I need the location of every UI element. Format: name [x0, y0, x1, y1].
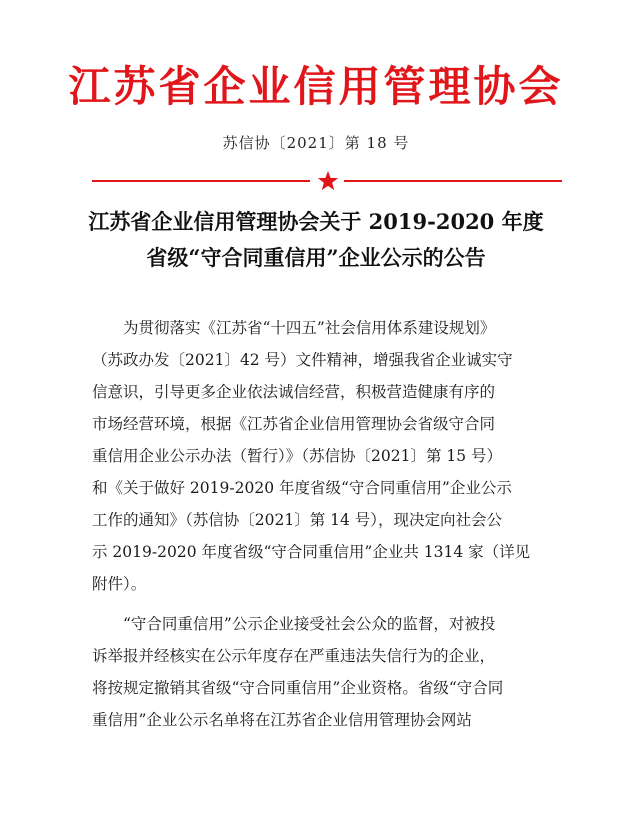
paragraph-line: （苏政办发〔2021〕42 号）文件精神，增强我省企业诚实守: [92, 351, 513, 369]
paragraph-2: [92, 608, 542, 736]
paragraph-line: 重信用”企业公示名单将在江苏省企业信用管理协会网站: [92, 711, 472, 729]
org-title: 江苏省企业信用管理协会: [68, 62, 564, 111]
paragraph-spacer: [92, 600, 542, 608]
paragraph-line: 信意识，引导更多企业依法诚信经营，积极营造健康有序的: [92, 383, 496, 401]
divider-line-right: [344, 180, 562, 182]
paragraph-line: 市场经营环境，根据《江苏省企业信用管理协会省级守合同: [92, 415, 496, 433]
notice-title: [0, 204, 632, 276]
divider-line-left: [92, 180, 310, 182]
paragraph-line: 诉举报并经核实在公示年度存在严重违法失信行为的企业，: [92, 647, 496, 665]
paragraph-line: 示 2019-2020 年度省级“守合同重信用”企业共 1314 家（详见: [92, 543, 531, 561]
paragraph-line: 和《关于做好 2019-2020 年度省级“守合同重信用”企业公示: [92, 479, 512, 497]
document-number: 苏信协〔2021〕第 18 号: [222, 134, 410, 152]
paragraph-line: 为贯彻落实《江苏省“十四五”社会信用体系建设规划》: [123, 319, 496, 337]
header-divider: [92, 170, 562, 192]
paragraph-line: 将按规定撤销其省级“守合同重信用”企业资格。省级“守合同: [92, 679, 504, 697]
paragraph-line: 附件）。: [92, 575, 147, 593]
paragraph-line: 重信用企业公示办法（暂行）》（苏信协〔2021〕第 15 号）: [92, 447, 503, 465]
paragraph-line: 工作的通知》（苏信协〔2021〕第 14 号），现决定向社会公: [92, 511, 503, 529]
star-icon: [317, 170, 339, 192]
notice-title-line-2: 省级“守合同重信用”企业公示的公告: [146, 245, 486, 270]
paragraph-line: “守合同重信用”公示企业接受社会公众的监督，对被投: [123, 615, 496, 633]
notice-title-line-1: 江苏省企业信用管理协会关于 2019-2020 年度: [88, 209, 544, 234]
paragraph-1: [92, 312, 542, 600]
notice-body: [92, 312, 542, 736]
